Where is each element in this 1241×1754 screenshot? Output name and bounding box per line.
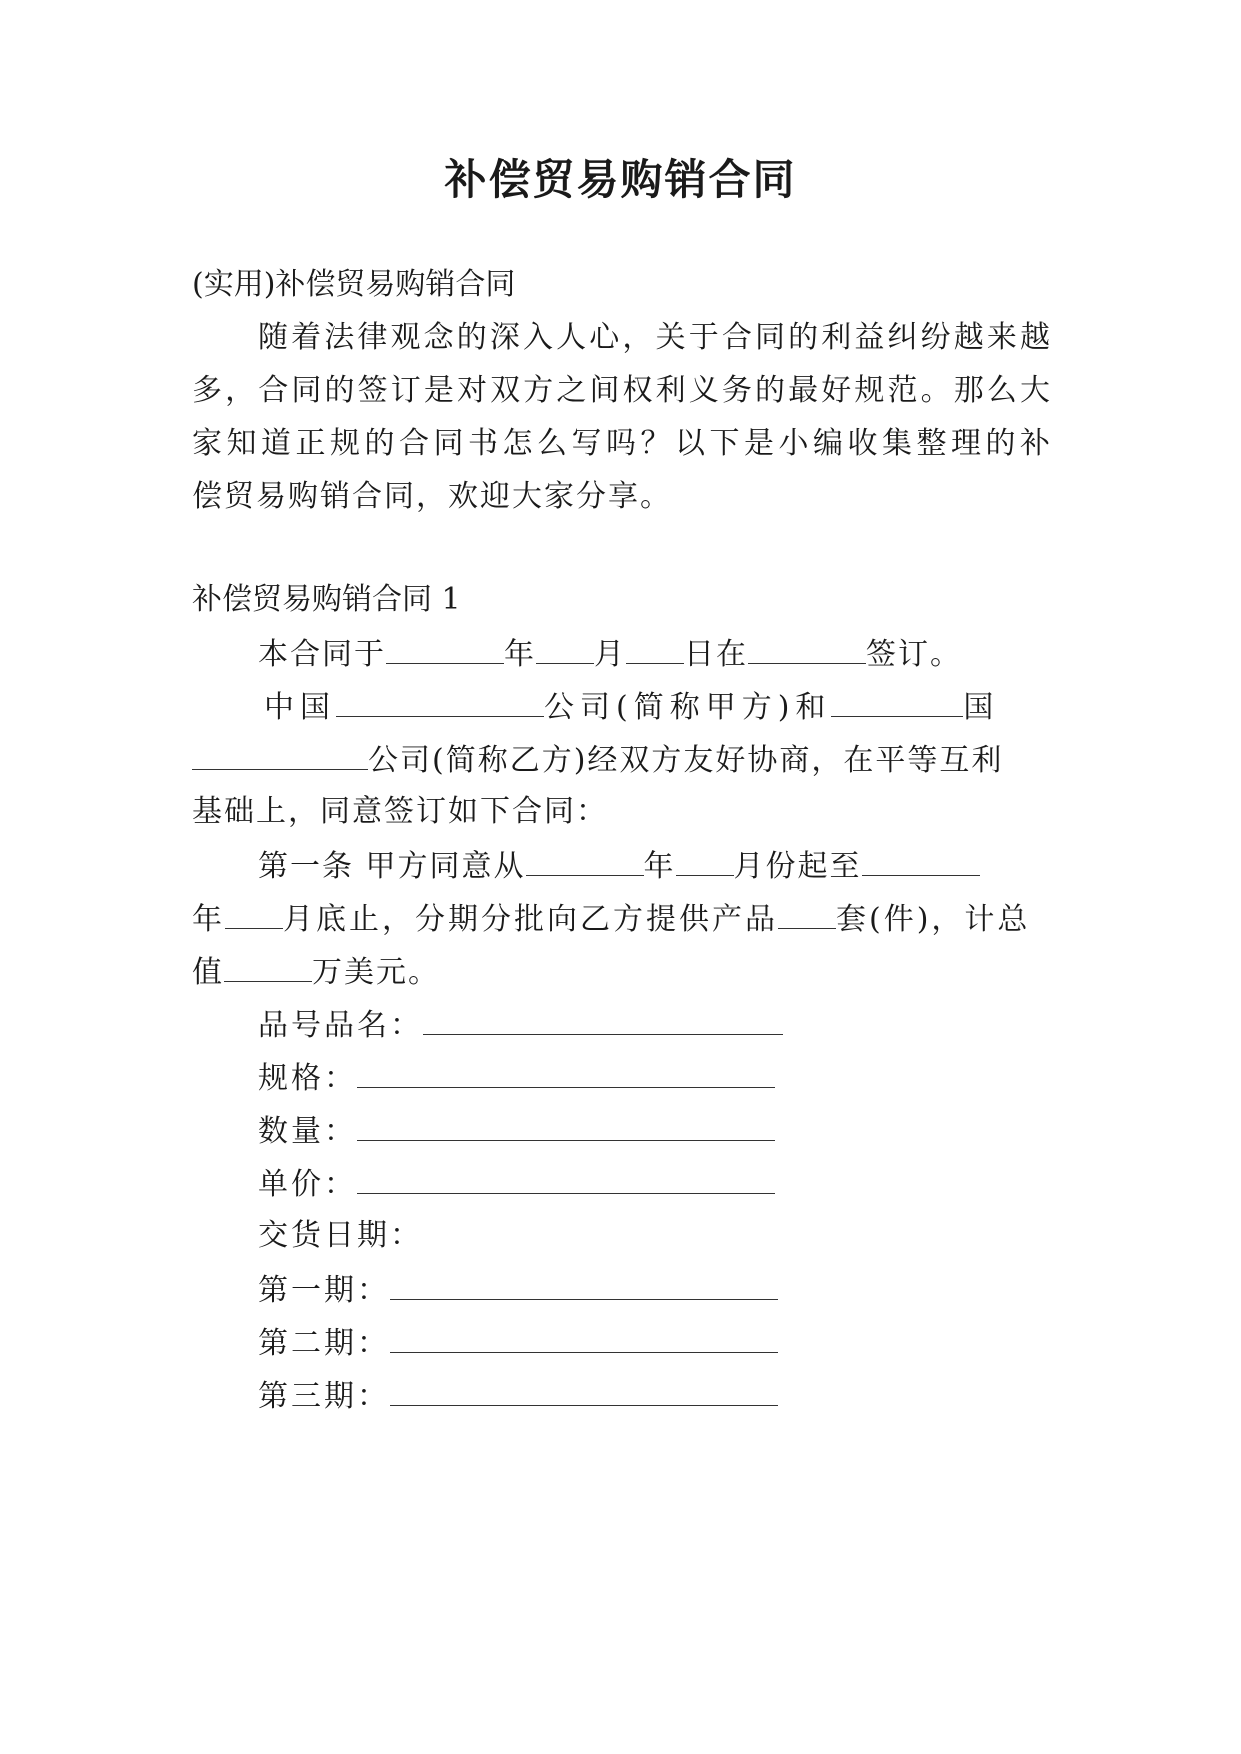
field-label: 品号品名： xyxy=(258,1008,423,1043)
document-title: 补偿贸易购销合同 xyxy=(444,155,797,204)
party-a-blank[interactable] xyxy=(336,686,544,717)
signing-text: 本合同于 xyxy=(258,637,386,672)
intro-line: 随着法律观念的深入人心，关于合同的利益纠纷越来越 xyxy=(258,320,1052,355)
parties-text: 国 xyxy=(963,690,1000,725)
field-label: 单价： xyxy=(258,1167,357,1202)
intro-line: 多，合同的签订是对双方之间权利义务的最好规范。那么大 xyxy=(192,373,1052,408)
signing-text: 年 xyxy=(504,637,536,672)
period-blank[interactable] xyxy=(390,1322,778,1353)
party-b-country-blank[interactable] xyxy=(831,686,963,717)
total-value-blank[interactable] xyxy=(224,951,312,982)
article-1-line xyxy=(258,845,1052,887)
field-blank[interactable] xyxy=(357,1163,775,1194)
field-blank[interactable] xyxy=(357,1057,775,1088)
article-text: 年 xyxy=(643,849,676,884)
article-1-line xyxy=(192,951,1052,993)
parties-line: 基础上，同意签订如下合同： xyxy=(192,794,608,829)
signing-line xyxy=(258,633,1052,675)
period-row xyxy=(258,1375,778,1417)
article-text: 值 xyxy=(192,955,224,990)
parties-text: 公司(简称乙方)经双方友好协商，在平等互利 xyxy=(368,743,1004,778)
parties-line xyxy=(264,686,1052,728)
field-row xyxy=(258,1057,775,1099)
article-text: 月份起至 xyxy=(733,849,862,884)
end-year-blank[interactable] xyxy=(862,845,980,876)
period-label: 第三期： xyxy=(258,1379,390,1414)
party-b-blank[interactable] xyxy=(192,739,368,770)
end-month-blank[interactable] xyxy=(225,898,283,929)
signing-text: 月 xyxy=(594,637,626,672)
field-blank[interactable] xyxy=(357,1110,775,1141)
signing-day-blank[interactable] xyxy=(626,633,684,664)
field-row xyxy=(258,1163,775,1205)
intro-line: 偿贸易购销合同，欢迎大家分享。 xyxy=(192,479,672,514)
parties-text: 中国 xyxy=(264,690,336,725)
period-blank[interactable] xyxy=(390,1375,778,1406)
delivery-label: 交货日期： xyxy=(258,1218,423,1253)
section-heading: 补偿贸易购销合同 1 xyxy=(192,582,461,617)
field-blank[interactable] xyxy=(423,1004,783,1035)
signing-place-blank[interactable] xyxy=(748,633,866,664)
article-text: 万美元。 xyxy=(312,955,440,990)
period-blank[interactable] xyxy=(390,1269,778,1300)
product-sets-blank[interactable] xyxy=(778,898,836,929)
period-label: 第一期： xyxy=(258,1273,390,1308)
article-text: 套(件)，计总 xyxy=(836,902,1031,937)
signing-text: 日在 xyxy=(684,637,748,672)
article-text: 月底止，分期分批向乙方提供产品 xyxy=(283,902,778,937)
period-label: 第二期： xyxy=(258,1326,390,1361)
document-subtitle: (实用)补偿贸易购销合同 xyxy=(192,267,516,302)
period-row xyxy=(258,1269,778,1311)
article-text: 第一条 甲方同意从 xyxy=(258,849,526,884)
signing-month-blank[interactable] xyxy=(536,633,594,664)
parties-line xyxy=(192,739,1052,781)
intro-line: 家知道正规的合同书怎么写吗？以下是小编收集整理的补 xyxy=(192,426,1052,461)
start-month-blank[interactable] xyxy=(676,845,734,876)
article-1-line xyxy=(192,898,1052,940)
signing-year-blank[interactable] xyxy=(386,633,504,664)
article-text: 年 xyxy=(192,902,225,937)
parties-text: 公司(简称甲方)和 xyxy=(544,690,832,725)
field-label: 数量： xyxy=(258,1114,357,1149)
field-row xyxy=(258,1004,783,1046)
field-label: 规格： xyxy=(258,1061,357,1096)
signing-text: 签订。 xyxy=(866,637,962,672)
field-row xyxy=(258,1110,775,1152)
period-row xyxy=(258,1322,778,1364)
start-year-blank[interactable] xyxy=(526,845,644,876)
